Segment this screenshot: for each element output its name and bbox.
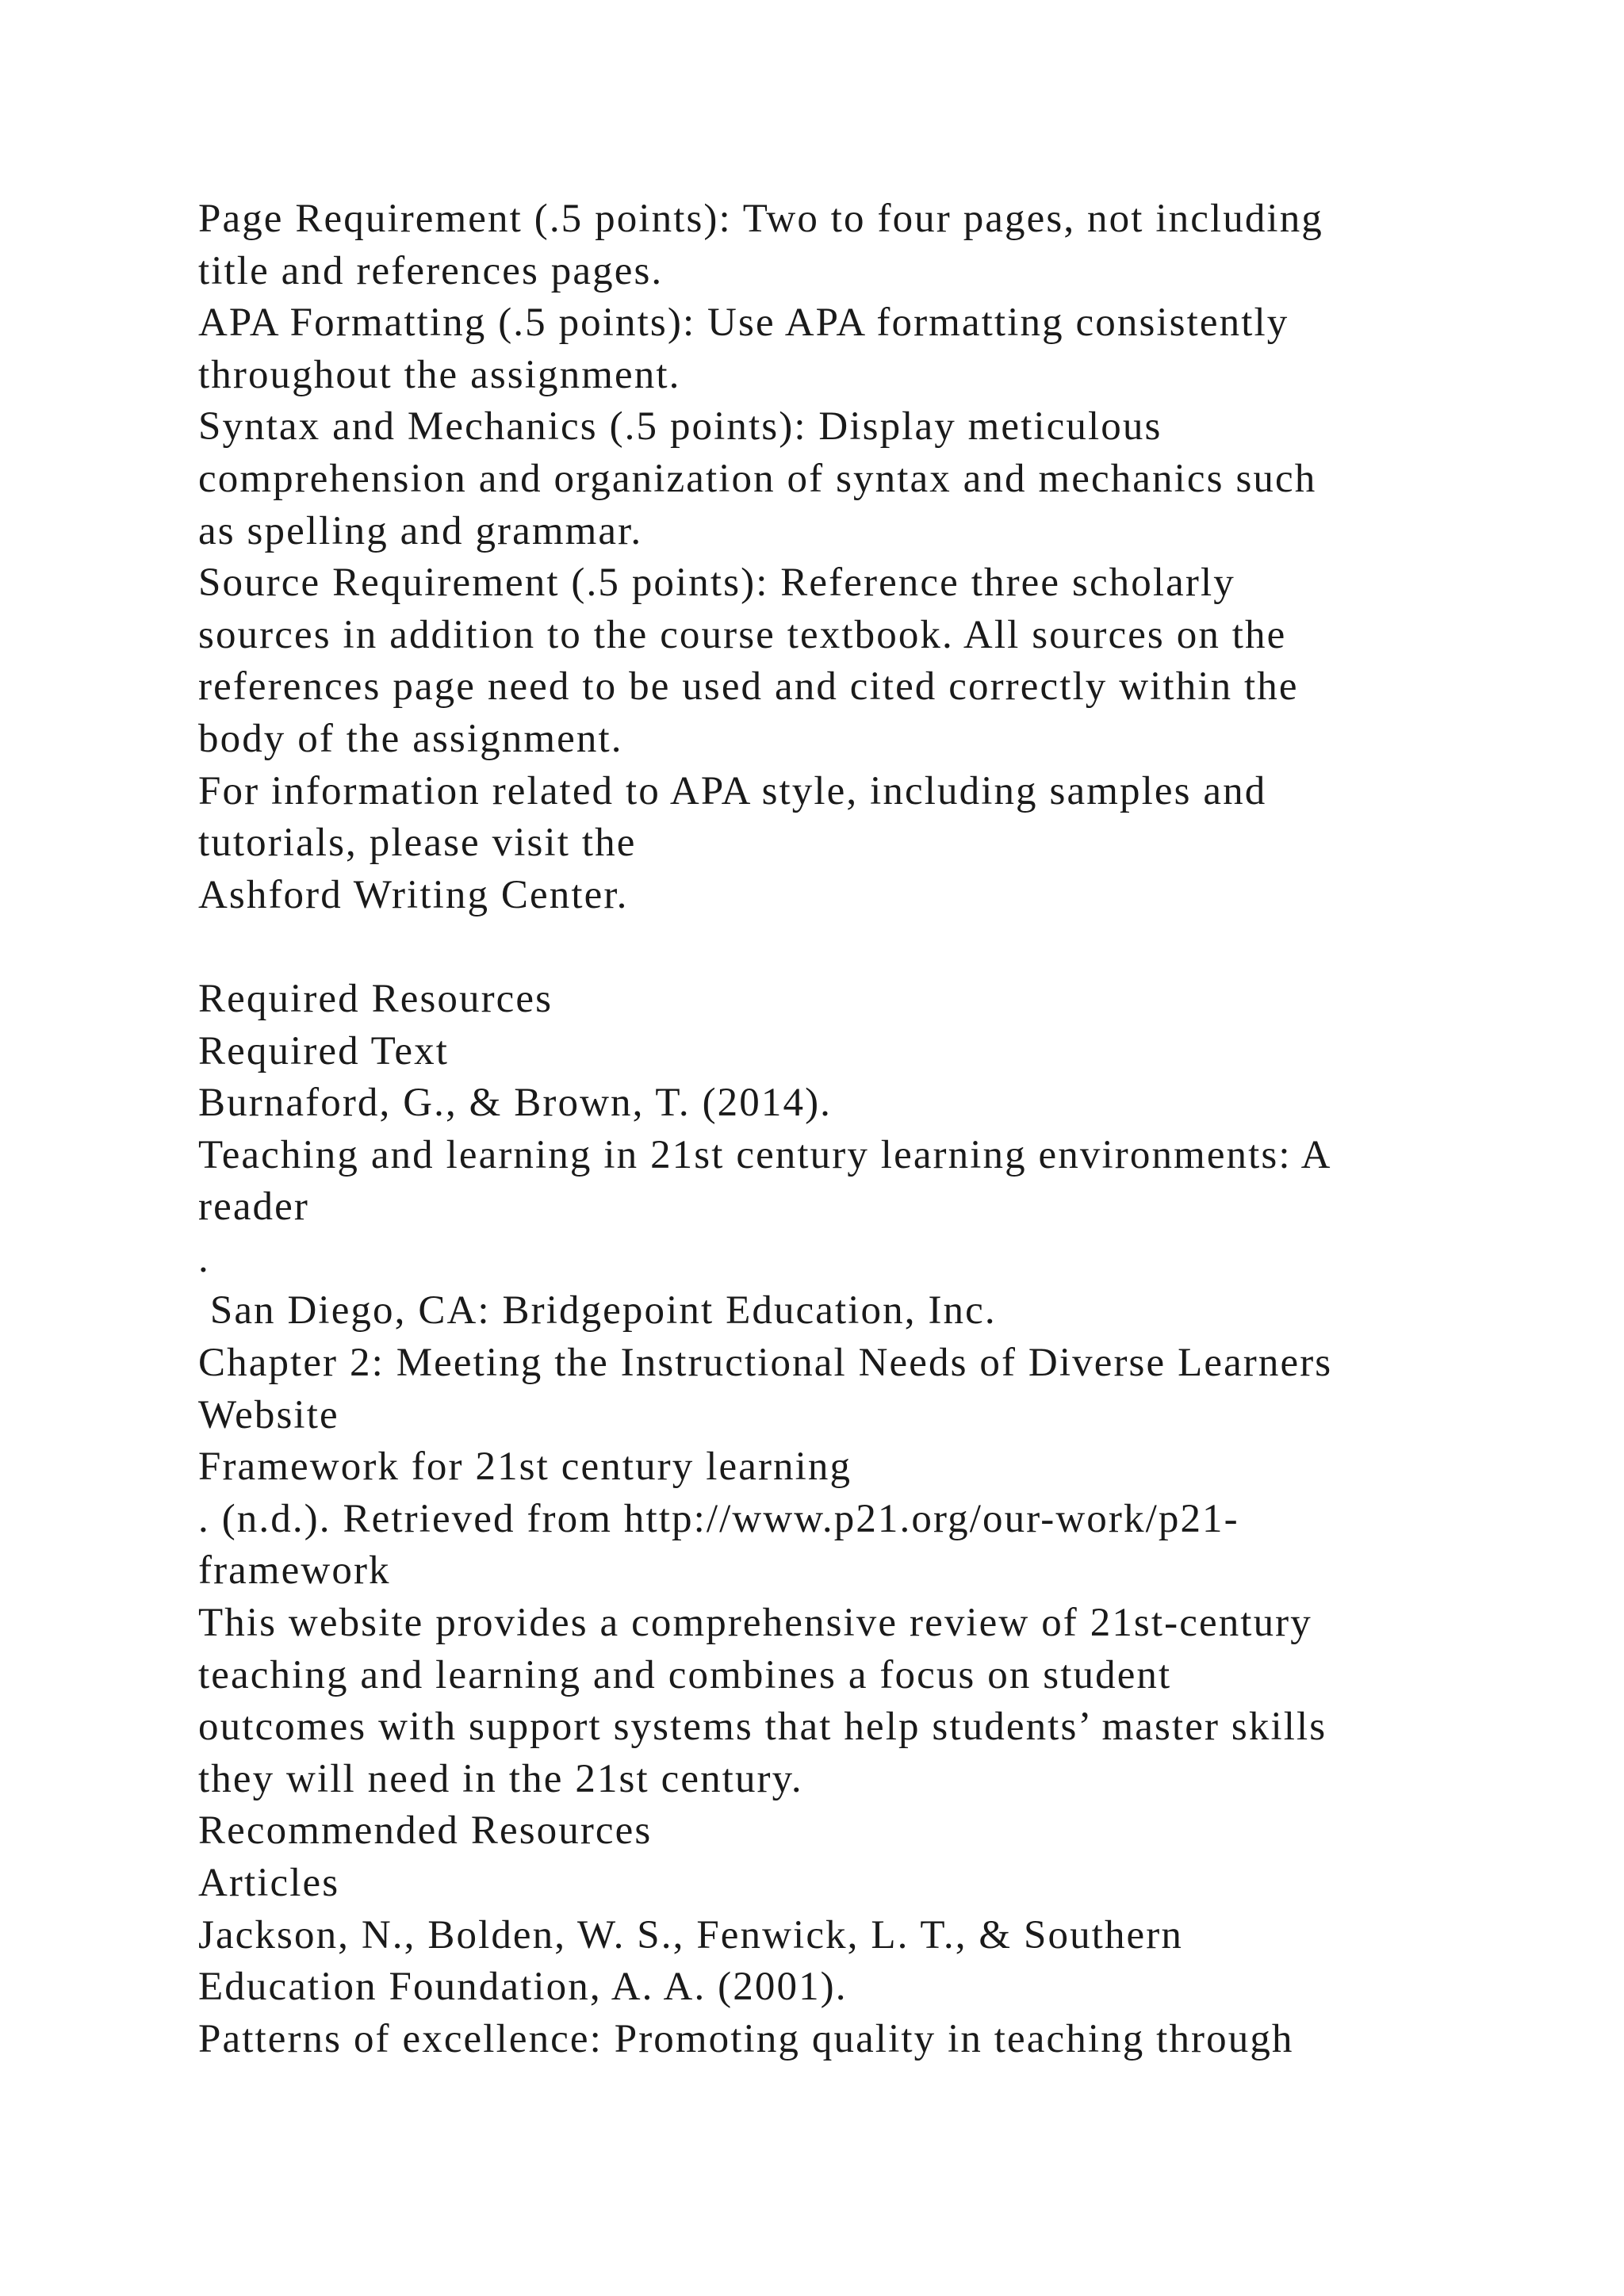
text-line: body of the assignment. xyxy=(198,716,623,761)
subsection-heading: Required Text xyxy=(198,1028,449,1073)
text-line: Education Foundation, A. A. (2001). xyxy=(198,1965,848,2010)
text-line: Patterns of excellence: Promoting quality in teaching through xyxy=(198,2016,1294,2061)
section-heading: Required Resources xyxy=(198,976,553,1021)
text-line: sources in addition to the course textbook. All sources on the xyxy=(198,612,1287,657)
text-line: Burnaford, G., & Brown, T. (2014). xyxy=(198,1081,832,1126)
text-line: references page need to be used and cited correctly within the xyxy=(198,664,1299,710)
text-line: Jackson, N., Bolden, W. S., Fenwick, L. T., & Southern xyxy=(198,1912,1183,1957)
section-heading: Recommended Resources xyxy=(198,1808,653,1854)
text-line: title and references pages. xyxy=(198,248,664,293)
document-body xyxy=(198,193,1546,2065)
text-line: as spelling and grammar. xyxy=(198,508,643,553)
text-line: they will need in the 21st century. xyxy=(198,1756,803,1801)
blank-line xyxy=(198,921,1546,974)
text-line: Teaching and learning in 21st century learning environments: A xyxy=(198,1132,1332,1177)
text-line: Framework for 21st century learning xyxy=(198,1445,852,1490)
text-line: Source Requirement (.5 points): Reference three scholarly xyxy=(198,561,1235,606)
text-line: Page Requirement (.5 points): Two to four pages, not including xyxy=(198,197,1323,241)
text-line: . (n.d.). Retrieved from http://www.p21.org/our-work/p21- xyxy=(198,1496,1239,1541)
subsection-heading: Website xyxy=(198,1392,339,1437)
text-line: throughout the assignment. xyxy=(198,352,681,397)
text-line: Chapter 2: Meeting the Instructional Needs of Diverse Learners xyxy=(198,1341,1333,1386)
text-line: For information related to APA style, including samples and xyxy=(198,768,1267,813)
text-line: tutorials, please visit the xyxy=(198,821,637,866)
text-line: framework xyxy=(198,1548,391,1594)
text-line: outcomes with support systems that help students’ master skills xyxy=(198,1705,1327,1750)
text-line: teaching and learning and combines a focus on student xyxy=(198,1652,1172,1697)
subsection-heading: Articles xyxy=(198,1861,340,1905)
text-line: comprehension and organization of syntax and mechanics such xyxy=(198,456,1317,501)
text-line: Ashford Writing Center. xyxy=(198,872,629,917)
text-line: APA Formatting (.5 points): Use APA formatting consistently xyxy=(198,300,1289,346)
text-line: reader xyxy=(198,1184,309,1230)
text-line: Syntax and Mechanics (.5 points): Display meticulous xyxy=(198,404,1162,450)
text-line: This website provides a comprehensive review of 21st-century xyxy=(198,1601,1312,1646)
text-line: San Diego, CA: Bridgepoint Education, Inc. xyxy=(198,1288,997,1334)
text-line: . xyxy=(198,1236,210,1281)
